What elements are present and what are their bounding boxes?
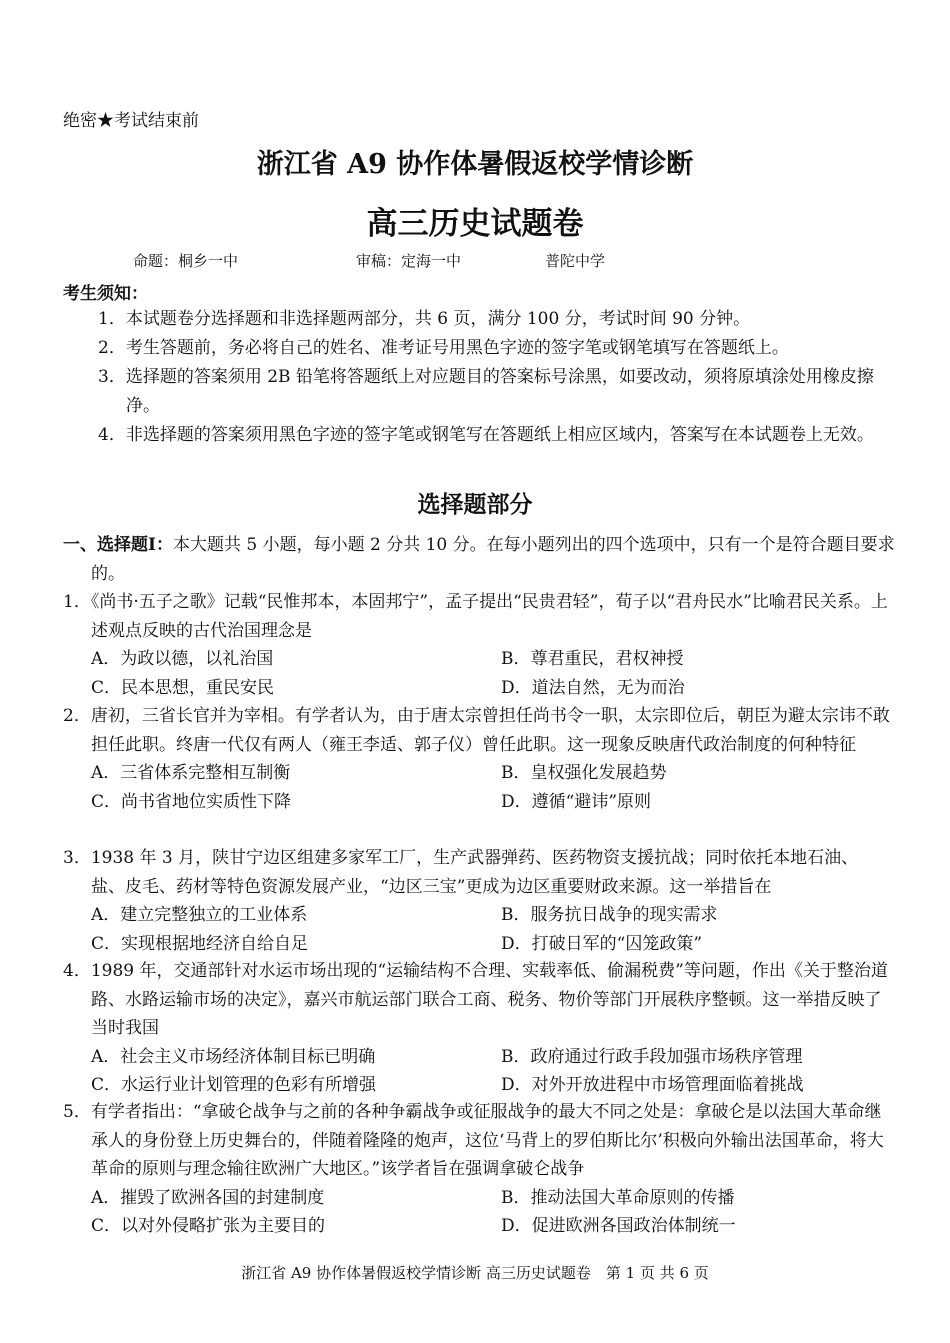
option-a: A．为政以德，以礼治国 xyxy=(91,649,274,669)
notice-item: 2．考生答题前，务必将自己的姓名、准考证号用黑色字迹的签字笔或钢笔填写在答题纸上。 xyxy=(98,338,789,358)
notice-item: 3．选择题的答案须用 2B 铅笔将答题纸上对应题目的答案标号涂黑，如要改动，须将原填涂处用橡皮擦净。 xyxy=(98,367,874,416)
option-c: C．尚书省地位实质性下降 xyxy=(91,791,292,812)
option-a: A．三省体系完整相互制衡 xyxy=(91,763,291,783)
question-stem: 1．《尚书·五子之歌》记载“民惟邦本，本固邦宁”，孟子提出“民贵君轻”，荀子以“君舟民水”比喻君民关系。上述观点反映的古代治国理念是 xyxy=(63,592,888,641)
option-grid xyxy=(63,759,890,816)
option-c: C．民本思想，重民安民 xyxy=(91,677,275,698)
option-d: D．道法自然，无为而治 xyxy=(501,677,685,698)
option-c: C．水运行业计划管理的色彩有所增强 xyxy=(91,1075,377,1095)
option-grid xyxy=(63,1043,890,1100)
notice-item: 1．本试题卷分选择题和非选择题两部分，共 6 页，满分 100 分，考试时间 90 分钟。 xyxy=(98,309,751,329)
notice-heading: 考生须知： xyxy=(63,284,148,304)
question-4 xyxy=(63,957,890,1100)
option-b: B．推动法国大革命原则的传播 xyxy=(501,1187,735,1208)
exam-subtitle: 高三历史试题卷 xyxy=(366,206,584,242)
part-description: 本大题共 5 小题，每小题 2 分共 10 分。在每小题列出的四个选项中，只有一个是符合题目要求的。 xyxy=(91,535,895,584)
option-c: C．实现根据地经济自给自足 xyxy=(91,933,309,954)
question-1 xyxy=(63,588,890,702)
question-stem: 3．1938 年 3 月，陕甘宁边区组建多家军工厂，生产武器弹药、医药物资支援抗战；同时依托本地石油、盐、皮毛、药材等特色资源发展产业，“边区三宝”更成为边区重要财政来源。这一举措旨在 xyxy=(63,848,859,897)
part-label: 一、选择题Ⅰ： xyxy=(63,535,173,555)
section-title: 选择题部分 xyxy=(417,491,533,518)
question-2 xyxy=(63,702,890,816)
question-5 xyxy=(63,1098,890,1241)
option-a: A．建立完整独立的工业体系 xyxy=(91,905,308,925)
option-b: B．皇权强化发展趋势 xyxy=(501,763,667,783)
question-stem: 2．唐初，三省长官并为宰相。有学者认为，由于唐太宗曾担任尚书令一职，太宗即位后，朝臣为避太宗讳不敢担任此职。终唐一代仅有两人（雍王李适、郭子仪）曾任此职。这一现象反映唐代政治制度的何种特征 xyxy=(63,706,890,755)
option-a: A．社会主义市场经济体制目标已明确 xyxy=(91,1046,376,1067)
option-a: A．摧毁了欧洲各国的封建制度 xyxy=(91,1187,325,1208)
page-footer: 浙江省 A9 协作体暑假返校学情诊断 高三历史试题卷 第 1 页 共 6 页 xyxy=(241,1264,709,1282)
part-heading xyxy=(63,531,918,589)
option-grid xyxy=(63,1184,890,1241)
exam-title: 浙江省 A9 协作体暑假返校学情诊断 xyxy=(256,149,694,180)
option-d: D．遵循“避讳”原则 xyxy=(501,791,652,812)
notice-list xyxy=(98,305,890,450)
credit-author: 命题：桐乡一中 xyxy=(133,252,239,270)
option-d: D．对外开放进程中市场管理面临着挑战 xyxy=(501,1075,804,1095)
option-b: B．尊君重民，君权神授 xyxy=(501,649,684,669)
question-3 xyxy=(63,844,890,958)
option-d: D．促进欧洲各国政治体制统一 xyxy=(501,1216,736,1236)
question-stem: 5．有学者指出：“拿破仑战争与之前的各种争霸战争或征服战争的最大不同之处是：拿破仑是以法国大革命继承人的身份登上历史舞台的，伴随着隆隆的炮声，这位‘马背上的罗伯斯比尔’积极向外输出法国革命，将大革命的原则与理念输往欧洲广大地区。”该学者旨在强调拿破仑战争 xyxy=(63,1102,884,1179)
option-b: B．服务抗日战争的现实需求 xyxy=(501,905,718,925)
option-grid xyxy=(63,901,890,958)
notice-item: 4．非选择题的答案须用黑色字迹的签字笔或钢笔写在答题纸上相应区域内，答案写在本试题卷上无效。 xyxy=(98,425,874,445)
question-stem: 4．1989 年，交通部针对水运市场出现的“运输结构不合理、实载率低、偷漏税费”等问题，作出《关于整治道路、水路运输市场的决定》，嘉兴市航运部门联合工商、税务、物价等部门开展秩序整顿。这一举措反映了当时我国 xyxy=(63,961,888,1038)
credit-reviewer: 审稿：定海一中 xyxy=(356,252,462,270)
option-d: D．打破日军的“囚笼政策” xyxy=(501,933,703,954)
option-grid xyxy=(63,645,890,702)
confidential-label: 绝密★考试结束前 xyxy=(63,111,199,131)
credit-reviewer-2: 普陀中学 xyxy=(545,252,606,270)
option-c: C．以对外侵略扩张为主要目的 xyxy=(91,1216,326,1236)
option-b: B．政府通过行政手段加强市场秩序管理 xyxy=(501,1046,803,1067)
